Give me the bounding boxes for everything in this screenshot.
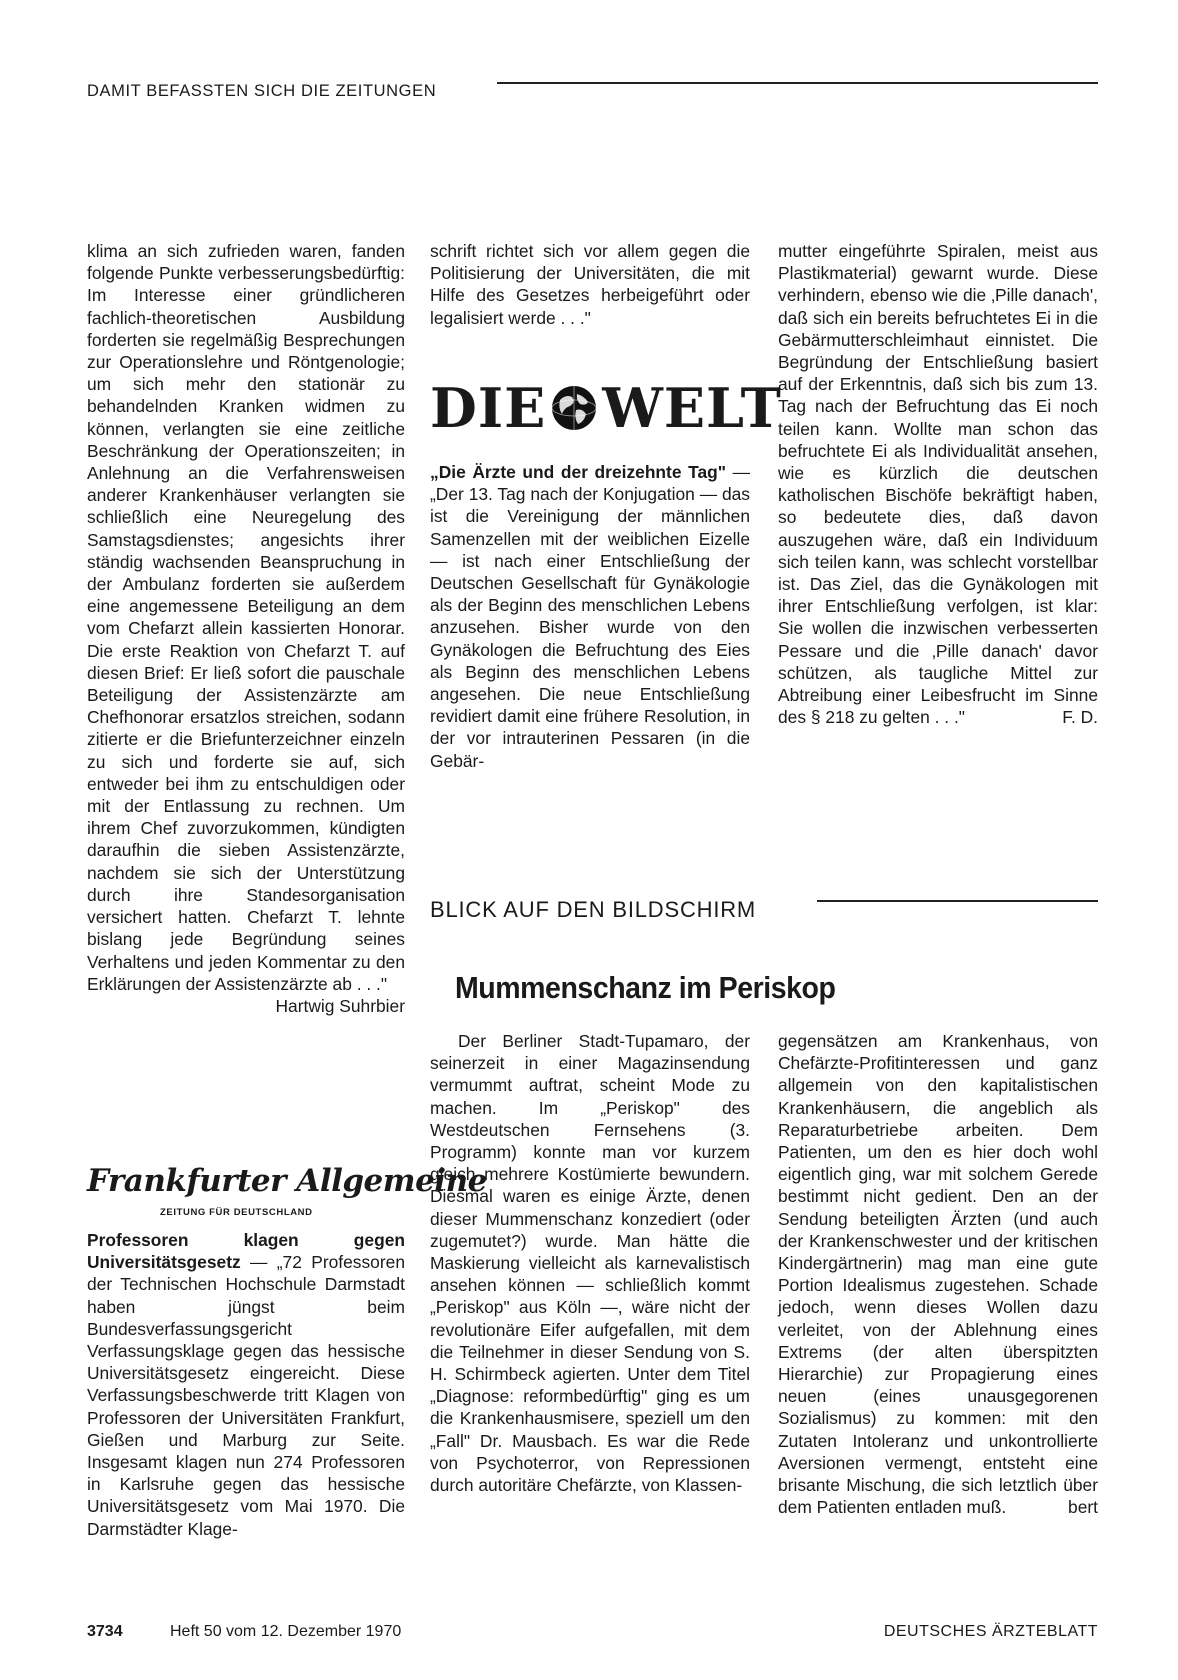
welt-article [430, 461, 750, 772]
welt-logo-left: DIE [430, 376, 547, 440]
article-column-3 [778, 240, 1098, 728]
welt-article-body: — „Der 13. Tag nach der Konjugation — das ist die Vereinigung der männlichen Samenzellen mit der weiblichen Eizelle — ist nach einer Entschließung der Deutschen Gesellschaft für Gynäkologie als der Beginn des menschlichen Lebens anzusehen. Bisher wurde von den Gynäkologen die Befruchtung des Eies als Beginn des menschlichen Lebens angesehen. Die neue Entschließung revidiert damit eine frühere Resolution, in der vor intrauterinen Pessaren (in die Gebär- [430, 462, 750, 771]
faz-article-body: — „72 Professoren der Technischen Hochschule Darmstadt haben jüngst beim Bundesverfassungsgericht Verfassungsklage gegen das hessische Universitätsgesetz eingereicht. Diese Verfassungsbeschwerde tritt Klagen von Professoren der Universitäten Frankfurt, Gießen und Marburg zur Seite. Insgesamt klagen nun 274 Professoren in Karlsruhe gegen das hessische Universitätsgesetz vom Mai 1970. Die Darmstädter Klage- [87, 1252, 405, 1539]
article-body: klima an sich zufrieden waren, fanden folgende Punkte verbesserungsbedürftig: Im Interesse einer gründlicheren fachlich-theoretischen Ausbildung forderten sie regelmäßig Besprechungen zur Operationslehre und Röntgenologie; um sich mehr den stationär zu behandelnden Kranken widmen zu können, verlangten sie eine zeitliche Beschränkung der Operationszeiten; in Anlehnung an die Verfahrensweisen anderer Krankenhäuser verlangten sie schließlich eine Neuregelung des Samstagsdienstes; angesichts ihrer ständig wachsenden Beanspruchung in der Ambulanz forderten sie außerdem eine angemessene Beteiligung an dem vom Chefarzt allein kassierten Honorar. Die erste Reaktion von Chefarzt T. auf diesen Brief: Er ließ sofort die pauschale Beteiligung der Assistenzärzte am Chefhonorar ersatzlos streichen, sodann zitierte er die Briefunterzeichner einzeln zu sich und forderte sie auf, sich entweder bei ihm zu entschuldigen oder mit der Entlassung zu rechnen. Um ihrem Chef zuvorzukommen, kündigten daraufhin die sieben Assistenzärzte, nachdem sie sich der Unterstützung durch ihre Standesorganisation versichert hatten. Chefarzt T. lehnte bislang jede Begründung seines Verhaltens und jeden Kommentar zu den Erklärungen der Assistenzärzte ab . . ." [87, 241, 405, 994]
welt-article-title: „Die Ärzte und der dreizehnte Tag" [430, 462, 726, 482]
article-body-continued: schrift richtet sich vor allem gegen die Politisierung der Universitäten, die mit Hilfe des Gesetzes herbeigeführt oder legalisiert werde . . ." [430, 241, 750, 328]
article-column-4 [430, 1030, 750, 1496]
faz-logo: Frankfurter Allgemeine [87, 1163, 487, 1199]
author-signature: bert [1068, 1497, 1098, 1518]
welt-article-body-continued: mutter eingeführte Spiralen, meist aus Plastikmaterial) gewarnt wurde. Diese verhindern, ebenso wie die ‚Pille danach', daß sich ein bereits befruchtetes Ei in die Gebärmutterschleimhaut einnistet. Die Begründung der Entschließung basiert auf der Erkenntnis, daß sich bis zum 13. Tag nach der Befruchtung das Ei noch teilen kann. Wollte man schon das befruchtete Ei als Individualität ansehen, wie es kürzlich die deutschen katholischen Bischöfe bekräftigt haben, so bedeutete dies, daß davon auszugehen wäre, daß ein Individuum sich teilen kann, was schlecht vorstellbar ist. Das Ziel, das die Gynäkologen mit ihrer Entschließung verfolgen, ist klar: Sie wollen die inzwischen verbesserten Pessare und die ‚Pille danach' davor schützen, als taugliche Mittel zur Abtreibung einer Leibesfrucht im Sinne des § 218 zu gelten . . ." [778, 241, 1098, 728]
author-signature: Hartwig Suhrbier [275, 995, 405, 1016]
section-rule [817, 900, 1098, 902]
tv-review-body-continued: gegensätzen am Krankenhaus, von Chefärzte-Profitinteressen und ganz allgemein von den kapitalistischen Krankenhäusern, die angeblich als Reparaturbetriebe arbeiten. Dem Patienten, um den es hier doch wohl eigentlich ging, war mit solchem Gerede bestimmt nicht gedient. Den an der Sendung beteiligten Ärzten (und auch der Krankenschwester und der kritischen Kindergärtnerin) mag man eine gute Portion Idealismus zugestehen. Schade jedoch, wenn dieses Wollen dazu verleitet, von der Ablehnung eines Extrems (der alten überspitzten Hierarchie) zur Propagierung eines neuen (eines unausgegorenen Sozialismus) zu kommen: mit den Zutaten Intoleranz und unkontrollierte Aversionen vermengt, entsteht eine brisante Mischung, die sich letztlich über dem Patienten entladen muß. [778, 1031, 1098, 1518]
globe-icon [550, 384, 598, 432]
faz-article [87, 1229, 405, 1540]
section-header: DAMIT BEFASSTEN SICH DIE ZEITUNGEN [87, 82, 437, 100]
welt-logo-right: WELT [602, 376, 782, 440]
article-column-5 [778, 1030, 1098, 1518]
author-signature: F. D. [1062, 707, 1098, 728]
faz-tagline: ZEITUNG FÜR DEUTSCHLAND [160, 1207, 313, 1218]
issue-info: Heft 50 vom 12. Dezember 1970 [170, 1623, 402, 1640]
faz-article-title: Professoren klagen gegen Universitätsgesetz [87, 1230, 405, 1273]
journal-name: DEUTSCHES ÄRZTEBLATT [883, 1623, 1098, 1640]
header-rule [497, 82, 1098, 84]
tv-review-body: Der Berliner Stadt-Tupamaro, der seinerzeit in einer Magazinsendung vermummt auftrat, scheint Mode zu machen. Im „Periskop" des Westdeutschen Fernsehens (3. Programm) konnte man vor kurzem gleich mehrere Kostümierte bewundern. Diesmal waren es einige Ärzte, denen dieser Mummenschanz konzediert (oder zugemutet?) wurde. Man hätte die Maskierung vielleicht als karnevalistisch ansehen können — schließlich kommt „Periskop" aus Köln —, wäre nicht der revolutionäre Eifer aufgefallen, mit dem die Teilnehmer in dieser Sendung von S. H. Schirmbeck agierten. Unter dem Titel „Diagnose: reformbedürftig" ging es um die Krankenhausmisere, speziell um den „Fall" Dr. Mausbach. Es war die Rede von Psychoterror, von Repressionen durch autoritäre Chefärzte, von Klassen- [430, 1031, 750, 1496]
article-headline: Mummenschanz im Periskop [455, 970, 836, 1005]
section-label: BLICK AUF DEN BILDSCHIRM [430, 897, 757, 922]
page-number: 3734 [87, 1623, 123, 1640]
article-column-1 [87, 240, 405, 1017]
die-welt-logo [430, 378, 782, 438]
article-column-2 [430, 240, 750, 329]
